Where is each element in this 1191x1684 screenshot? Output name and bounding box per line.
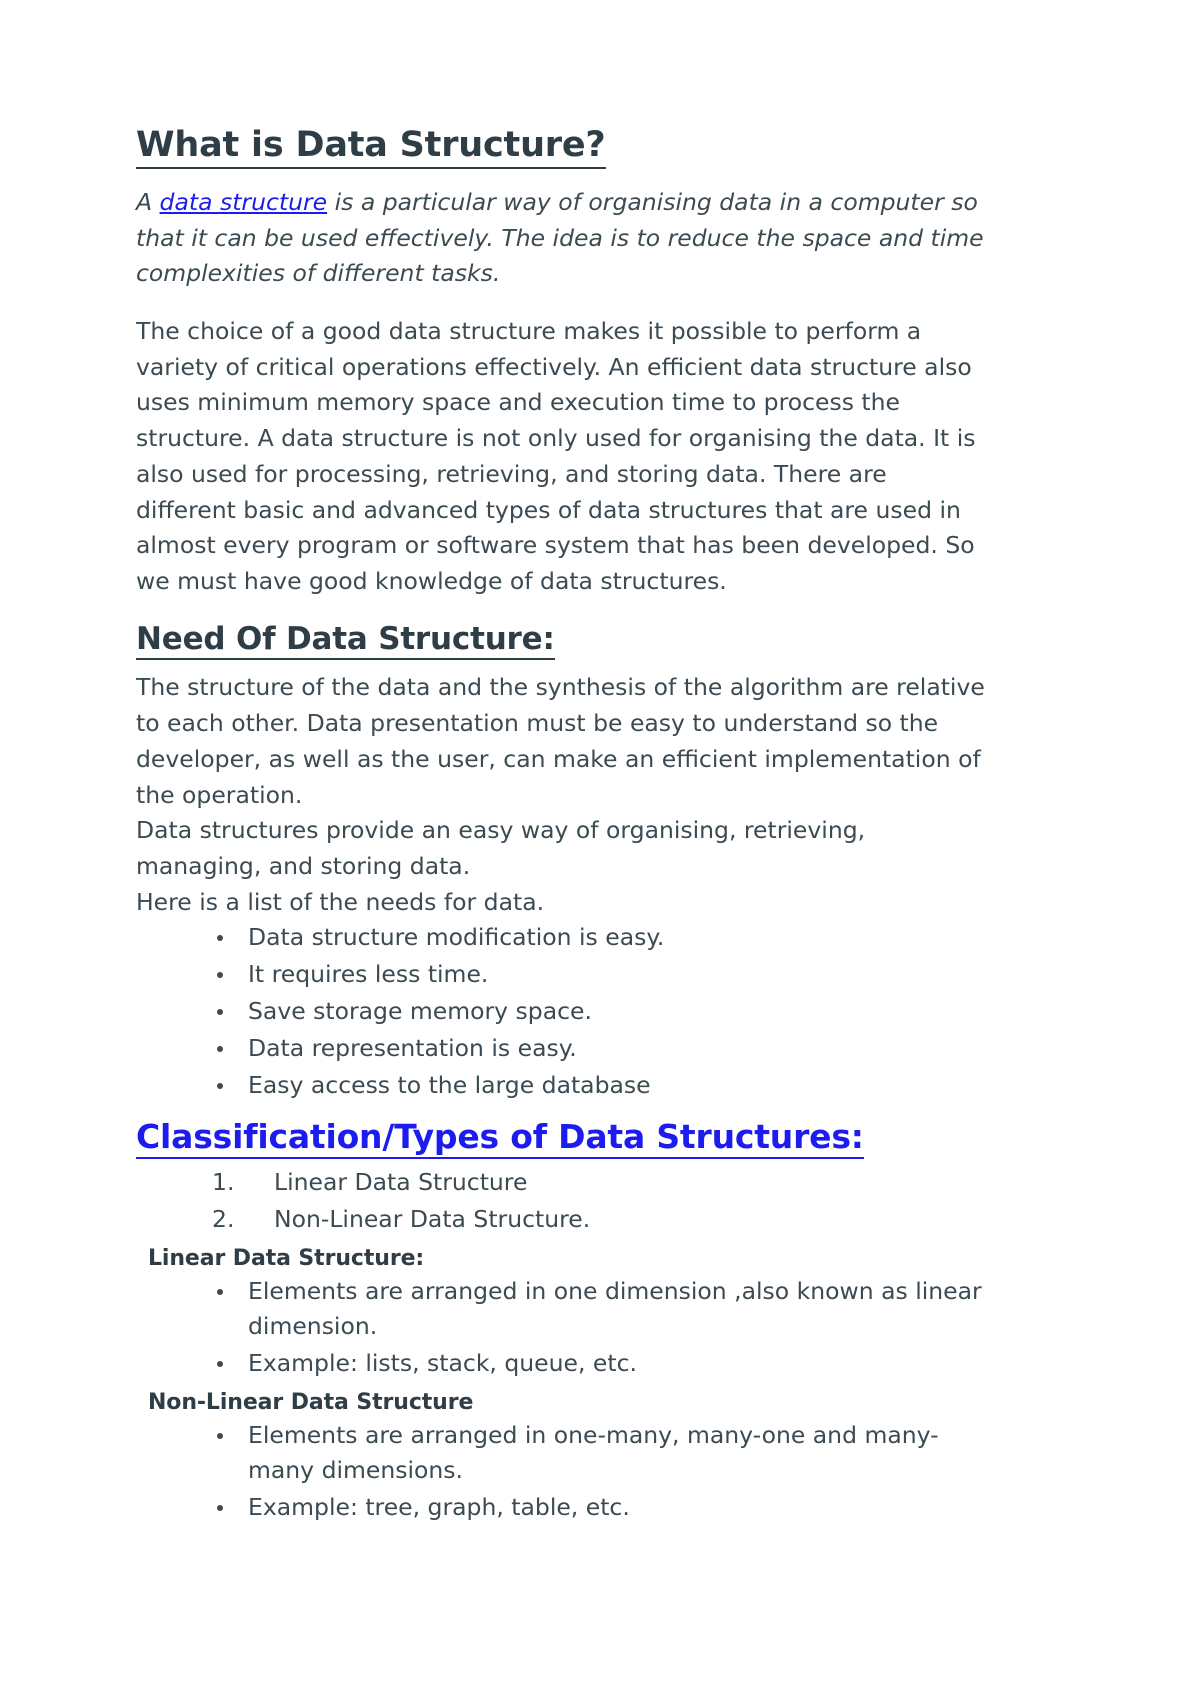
list-item: Data structure modification is easy. <box>212 920 991 955</box>
linear-bullet-list <box>136 1274 991 1380</box>
need-paragraph-3: Here is a list of the needs for data. <box>136 887 545 916</box>
need-paragraph-2: Data structures provide an easy way of organising, retrieving, managing, and storing data. <box>136 816 866 881</box>
intro-text-before-link: A <box>136 187 160 216</box>
data-structure-link[interactable]: data structure <box>159 187 328 216</box>
page-title-wrap <box>136 126 991 175</box>
choice-paragraph: The choice of a good data structure makes it possible to perform a variety of critical operations effectively. An efficient data structure also uses minimum memory space and execution time to process the structure. A data structure is not only used for organising the data. It is also used for processing, retrieving, and storing data. There are different basic and advanced types of data structures that are used in almost every program or software system that has been developed. So we must have good knowledge of data structures. <box>136 317 976 596</box>
list-item: Easy access to the large database <box>212 1068 991 1103</box>
classification-numbered-list <box>136 1165 991 1237</box>
list-item: Linear Data Structure <box>274 1168 528 1197</box>
list-item: It requires less time. <box>212 957 991 992</box>
needs-bullet-list <box>136 920 991 1102</box>
list-item: Example: lists, stack, queue, etc. <box>212 1346 991 1381</box>
linear-data-structure-heading: Linear Data Structure: <box>148 1245 425 1271</box>
list-item: Data representation is easy. <box>212 1031 991 1066</box>
non-linear-data-structure-heading: Non-Linear Data Structure <box>148 1389 474 1415</box>
classification-types-heading: Classification/Types of Data Structures: <box>136 1118 864 1159</box>
need-of-data-structure-heading: Need Of Data Structure: <box>136 622 555 661</box>
intro-paragraph <box>136 185 991 292</box>
need-heading-wrap <box>136 612 991 665</box>
need-paragraph-1: The structure of the data and the synthesis of the algorithm are relative to each other. Data presentation must be easy to understand so the developer, as well as the user, can make an efficient implementation of the operation. <box>136 673 985 809</box>
classification-heading-wrap <box>136 1118 991 1159</box>
intro-text-after-link: is a particular way of organising data in a computer so that it can be used effectively. The idea is to reduce the space and time complexities of different tasks. <box>136 187 984 288</box>
page-title: What is Data Structure? <box>136 126 606 169</box>
list-item: Save storage memory space. <box>212 994 991 1029</box>
document-body <box>136 126 991 1524</box>
list-item: Non-Linear Data Structure. <box>274 1205 591 1233</box>
list-item: Elements are arranged in one dimension ,also known as linear dimension. <box>212 1274 991 1344</box>
non-linear-bullet-list <box>136 1418 991 1524</box>
list-item: Example: tree, graph, table, etc. <box>212 1490 991 1525</box>
list-item: Elements are arranged in one-many, many-one and many-many dimensions. <box>212 1418 991 1488</box>
